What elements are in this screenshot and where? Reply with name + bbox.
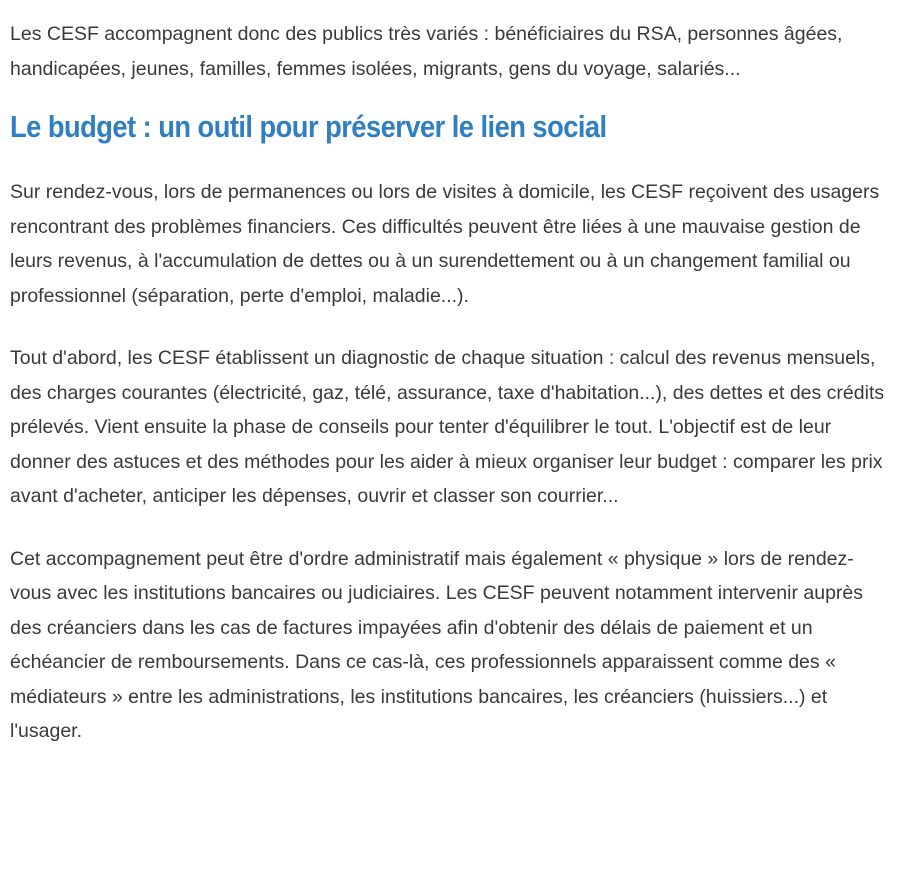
paragraph-appointments: Sur rendez-vous, lors de permanences ou lors de visites à domicile, les CESF reçoivent des usagers rencontrant des problèmes financiers. Ces difficultés peuvent être liées à une mauvaise gestion de leurs revenus, à l'accumulation de dettes ou à un surendettement ou à un changement familial ou professionnel (séparation, perte d'emploi, maladie...).	[10, 181, 880, 307]
paragraph-mediation: Cet accompagnement peut être d'ordre administratif mais également « physique » lors de rendez-vous avec les institutions bancaires ou judiciaires. Les CESF peuvent notamment intervenir auprès des créanciers dans les cas de factures impayées afin d'obtenir des délais de paiement et un échéancier de remboursements. Dans ce cas-là, ces professionnels apparaissent comme des « médiateurs » entre les administrations, les institutions bancaires, les créanciers (huissiers...) et l'usager.	[10, 547, 864, 742]
intro-paragraph: Les CESF accompagnent donc des publics très variés : bénéficiaires du RSA, personnes âgées, handicapées, jeunes, familles, femmes isolées, migrants, gens du voyage, salariés...	[10, 23, 843, 80]
paragraph-diagnostic: Tout d'abord, les CESF établissent un diagnostic de chaque situation : calcul des revenus mensuels, des charges courantes (électricité, gaz, télé, assurance, taxe d'habitation...), des dettes et des crédits prélevés. Vient ensuite la phase de conseils pour tenter d'équilibrer le tout. L'objectif est de leur donner des astuces et des méthodes pour les aider à mieux organiser leur budget : comparer les prix avant d'acheter, anticiper les dépenses, ouvrir et classer son courrier...	[10, 347, 885, 507]
section-heading: Le budget : un outil pour préserver le lien social	[10, 109, 607, 144]
